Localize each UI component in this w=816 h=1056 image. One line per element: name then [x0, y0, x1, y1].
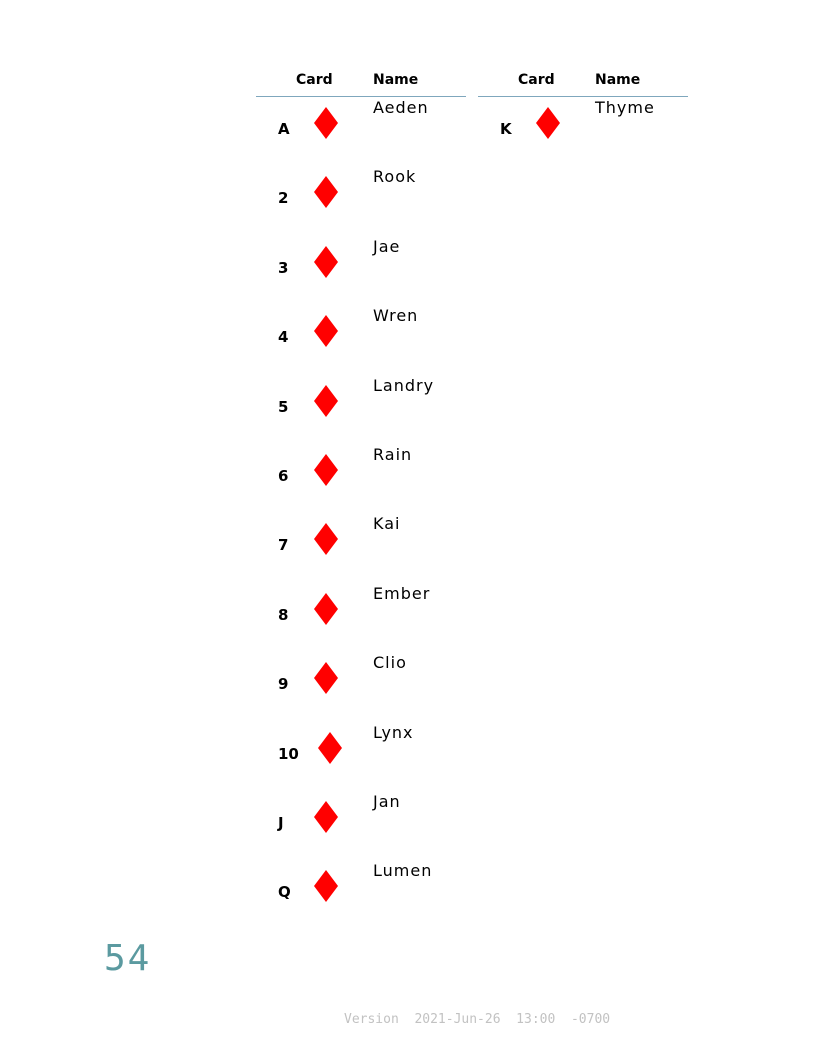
- card-holder-name: Lynx: [373, 722, 414, 742]
- table-row: [256, 860, 466, 929]
- card-rank: 5: [278, 397, 289, 416]
- card-rank: 8: [278, 605, 289, 624]
- card-rank: Q: [278, 883, 291, 902]
- table-row: [256, 722, 466, 791]
- diamond-suit-icon: [314, 176, 338, 208]
- card-holder-name: Jae: [373, 236, 401, 256]
- card-holder-name: Rook: [373, 167, 417, 187]
- card-holder-name: Lumen: [373, 861, 433, 881]
- card-holder-name: Ember: [373, 583, 431, 603]
- card-holder-name: Jan: [373, 791, 401, 811]
- page-number: 54: [104, 938, 152, 979]
- table-row: [478, 97, 688, 166]
- table-row: [256, 375, 466, 444]
- diamond-suit-icon: [314, 870, 338, 902]
- card-column-header: Card: [518, 72, 555, 88]
- card-rank: 7: [278, 536, 289, 555]
- table-row: [256, 791, 466, 860]
- card-column-header: Card: [296, 72, 333, 88]
- diamond-suit-icon: [314, 662, 338, 694]
- card-rank: 2: [278, 189, 289, 208]
- diamond-suit-icon: [536, 107, 560, 139]
- version-footer: Version 2021-Jun-26 13:00 -0700: [344, 1012, 611, 1027]
- diamond-suit-icon: [314, 385, 338, 417]
- card-table-right: [478, 70, 688, 166]
- table-row: [256, 444, 466, 513]
- diamond-suit-icon: [314, 454, 338, 486]
- card-rank: 4: [278, 328, 289, 347]
- card-rank: 9: [278, 675, 289, 694]
- card-holder-name: Kai: [373, 514, 401, 534]
- diamond-suit-icon: [314, 593, 338, 625]
- card-rank: J: [278, 813, 284, 832]
- diamond-suit-icon: [314, 801, 338, 833]
- card-holder-name: Wren: [373, 306, 419, 326]
- table-row: [256, 513, 466, 582]
- name-column-header: Name: [595, 72, 641, 88]
- diamond-suit-icon: [318, 732, 342, 764]
- table-row: [256, 583, 466, 652]
- card-rank: A: [278, 120, 290, 138]
- card-holder-name: Landry: [373, 375, 435, 395]
- table-header: [256, 70, 466, 97]
- diamond-suit-icon: [314, 315, 338, 347]
- diamond-suit-icon: [314, 107, 338, 139]
- table-body: [256, 97, 466, 930]
- diamond-suit-icon: [314, 246, 338, 278]
- card-rank: 10: [278, 744, 299, 763]
- card-rank: 3: [278, 258, 289, 277]
- table-header: [478, 70, 688, 97]
- card-holder-name: Aeden: [373, 98, 429, 117]
- card-holder-name: Thyme: [595, 98, 655, 117]
- table-row: [256, 305, 466, 374]
- name-column-header: Name: [373, 72, 419, 88]
- diamond-suit-icon: [314, 523, 338, 555]
- table-row: [256, 652, 466, 721]
- card-holder-name: Clio: [373, 653, 407, 673]
- card-rank: 6: [278, 466, 289, 485]
- table-row: [256, 97, 466, 166]
- card-table-left: [256, 70, 466, 930]
- table-row: [256, 166, 466, 235]
- table-body: [478, 97, 688, 166]
- table-row: [256, 236, 466, 305]
- card-holder-name: Rain: [373, 444, 413, 464]
- card-rank: K: [500, 120, 512, 138]
